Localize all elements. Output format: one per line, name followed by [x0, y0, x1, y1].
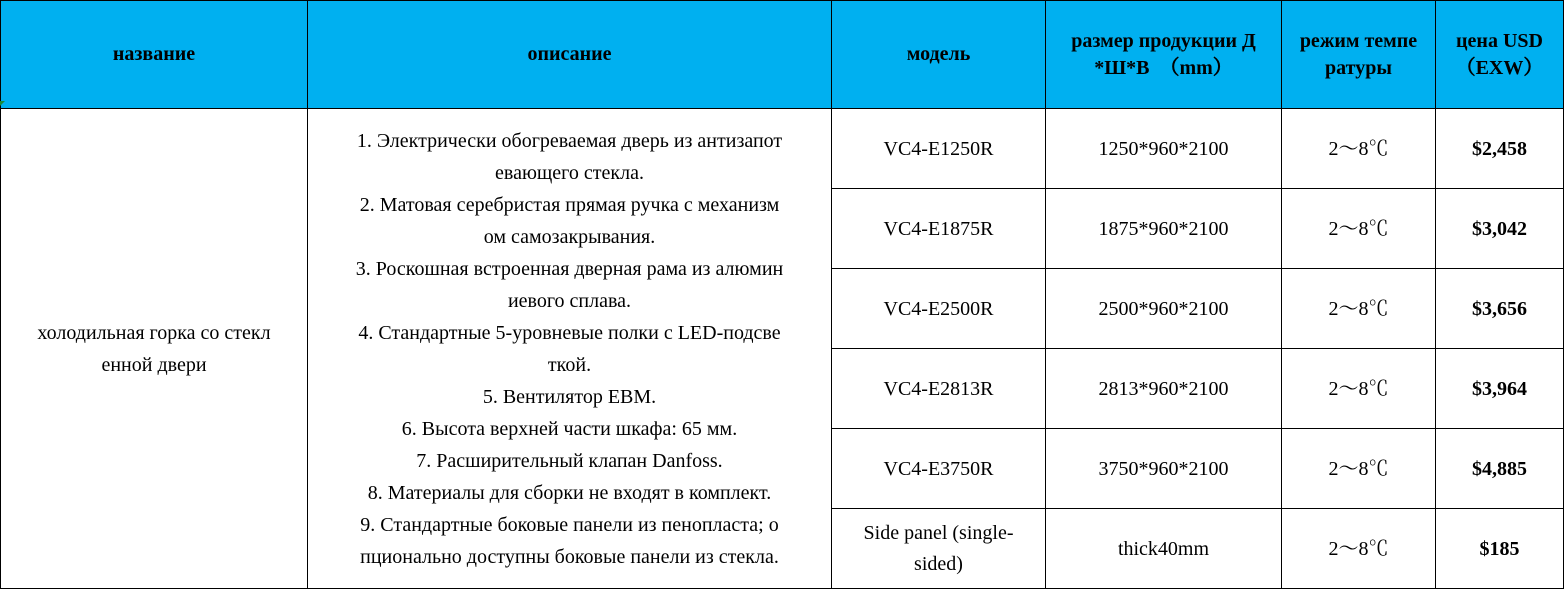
price-cell[interactable]: $2,458	[1436, 109, 1564, 189]
model-cell[interactable]: VC4-E3750R	[832, 429, 1046, 509]
temperature-mode-cell[interactable]: 2～8℃	[1282, 109, 1436, 189]
size-cell[interactable]: 2500*960*2100	[1046, 269, 1282, 349]
description-line: ом самозакрывания.	[483, 225, 656, 248]
model-cell[interactable]: VC4-E1250R	[832, 109, 1046, 189]
temperature-mode-cell[interactable]: 2～8℃	[1282, 269, 1436, 349]
header-temperature-mode[interactable]	[1282, 1, 1436, 109]
size-cell[interactable]: thick40mm	[1046, 509, 1282, 589]
table-row	[1, 109, 1564, 189]
product-description-cell[interactable]	[308, 109, 832, 589]
temperature-mode-cell[interactable]: 2～8℃	[1282, 509, 1436, 589]
header-size[interactable]	[1046, 1, 1282, 109]
price-cell[interactable]: $4,885	[1436, 429, 1564, 509]
header-size-line1: размер продукции Д	[1071, 29, 1256, 52]
size-cell[interactable]: 3750*960*2100	[1046, 429, 1282, 509]
side-panel-model-cell[interactable]	[832, 509, 1046, 589]
description-line: 8. Материалы для сборки не входят в комплект.	[367, 481, 772, 504]
header-name[interactable]: название	[1, 1, 308, 109]
size-cell[interactable]: 1250*960*2100	[1046, 109, 1282, 189]
description-line: 4. Стандартные 5-уровневые полки с LED-подсве	[358, 321, 781, 344]
description-line: 9. Стандартные боковые панели из пенопласта; о	[360, 513, 779, 536]
description-line: ткой.	[547, 353, 592, 376]
description-line: евающего стекла.	[495, 161, 644, 184]
header-size-line2: *Ш*В （mm）	[1094, 56, 1233, 79]
price-cell[interactable]: $3,656	[1436, 269, 1564, 349]
header-model[interactable]: модель	[832, 1, 1046, 109]
description-line: 1. Электрически обогреваемая дверь из антизапот	[356, 129, 783, 152]
price-cell[interactable]: $185	[1436, 509, 1564, 589]
header-price-line2: （EXW）	[1455, 56, 1544, 79]
side-panel-model-line2: sided)	[914, 552, 963, 575]
header-price-line1: цена USD	[1456, 29, 1543, 52]
side-panel-model-line1: Side panel (single-	[863, 521, 1014, 544]
description-line: 6. Высота верхней части шкафа: 65 мм.	[401, 417, 738, 440]
temperature-mode-cell[interactable]: 2～8℃	[1282, 349, 1436, 429]
description-line: 7. Расширительный клапан Danfoss.	[416, 449, 723, 472]
header-row	[1, 1, 1564, 109]
size-cell[interactable]: 2813*960*2100	[1046, 349, 1282, 429]
description-line: 3. Роскошная встроенная дверная рама из алюмин	[355, 257, 784, 280]
temperature-mode-cell[interactable]: 2～8℃	[1282, 429, 1436, 509]
description-line: пционально доступны боковые панели из стекла.	[360, 545, 779, 568]
model-cell[interactable]: VC4-E2813R	[832, 349, 1046, 429]
price-cell[interactable]: $3,964	[1436, 349, 1564, 429]
price-cell[interactable]: $3,042	[1436, 189, 1564, 269]
header-price[interactable]	[1436, 1, 1564, 109]
description-line: 2. Матовая серебристая прямая ручка с механизм	[359, 193, 780, 216]
comment-marker-icon	[0, 101, 5, 106]
header-mode-line2: ратуры	[1325, 56, 1392, 79]
header-description[interactable]: описание	[308, 1, 832, 109]
model-cell[interactable]: VC4-E2500R	[832, 269, 1046, 349]
header-mode-line1: режим темпе	[1299, 29, 1418, 52]
product-name-cell[interactable]	[1, 109, 308, 589]
description-line: иевого сплава.	[507, 289, 632, 312]
product-name-line1: холодильная горка со стекл	[37, 321, 271, 344]
model-cell[interactable]: VC4-E1875R	[832, 189, 1046, 269]
temperature-mode-cell[interactable]: 2～8℃	[1282, 189, 1436, 269]
product-name-line2: енной двери	[101, 353, 207, 376]
size-cell[interactable]: 1875*960*2100	[1046, 189, 1282, 269]
description-line: 5. Вентилятор EBM.	[482, 385, 657, 408]
